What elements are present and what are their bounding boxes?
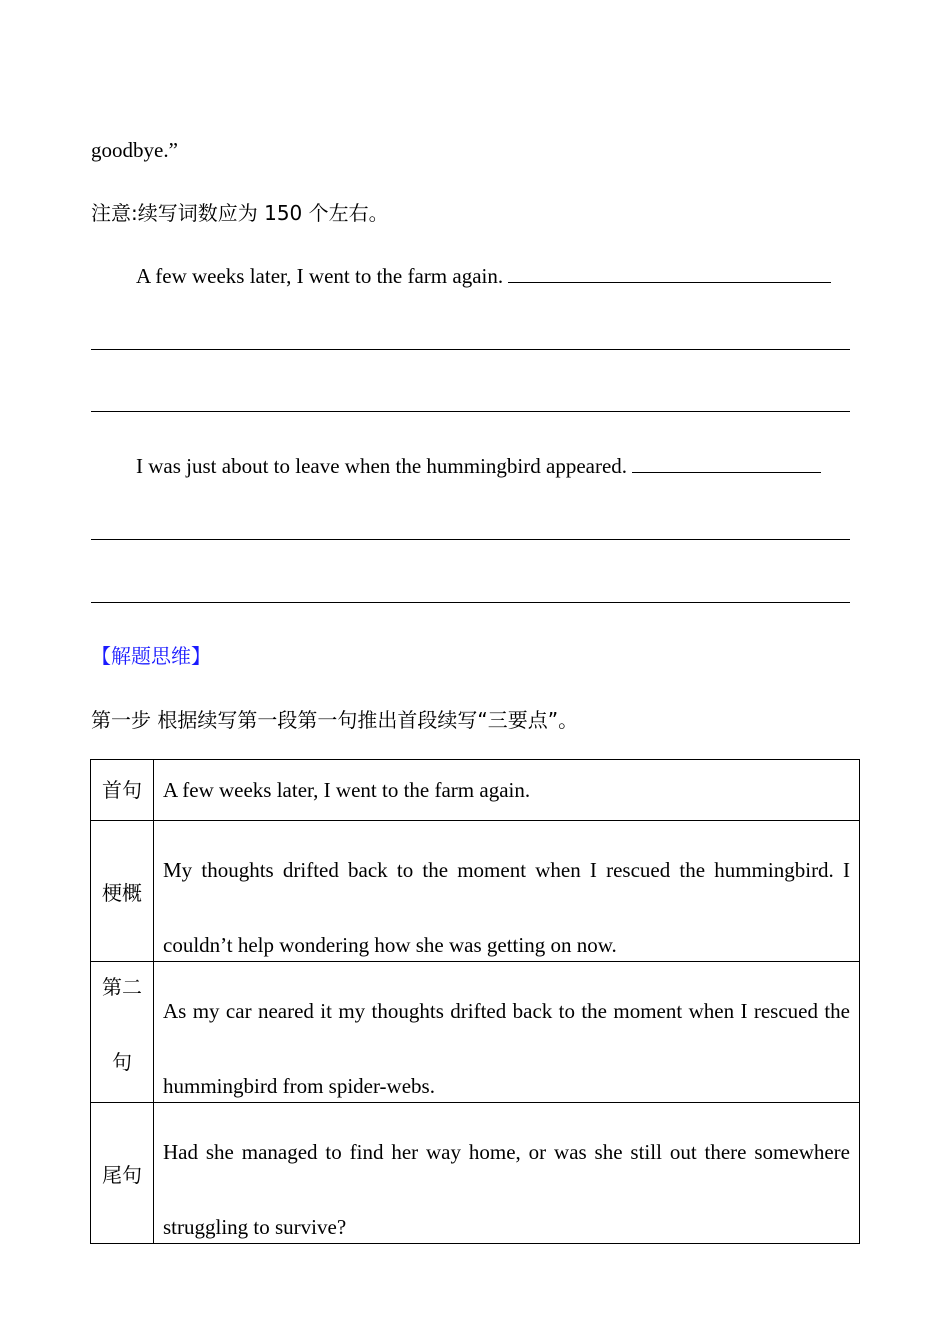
text-fragment: goodbye.” [91, 138, 178, 162]
table-row [91, 962, 860, 1103]
row-text: My thoughts drifted back to the moment when I rescued the hummingbird. I couldn’t help wondering how she was getting on now. [163, 858, 850, 957]
answer-line[interactable] [91, 539, 850, 540]
row-label: 梗概 [91, 821, 154, 962]
paragraph1-prompt-text: A few weeks later, I went to the farm again. [136, 264, 504, 288]
paragraph2-prompt-text: I was just about to leave when the hummingbird appeared. [136, 454, 628, 478]
row-content [154, 821, 860, 962]
row-content [154, 962, 860, 1103]
answer-line[interactable] [91, 411, 850, 412]
answer-line[interactable] [91, 602, 850, 603]
paragraph2-prompt [136, 452, 821, 480]
row-label-text: 第二句 [102, 975, 142, 1074]
row-text: A few weeks later, I went to the farm again. [163, 778, 531, 802]
paragraph1-prompt [136, 262, 831, 290]
answer-line[interactable] [91, 349, 850, 350]
row-text: As my car neared it my thoughts drifted back to the moment when I rescued the hummingbird from spider-webs. [163, 999, 850, 1098]
answer-blank[interactable] [508, 264, 831, 283]
word-count-note: 注意:续写词数应为 150 个左右。 [91, 201, 389, 225]
row-label [91, 962, 154, 1103]
row-content [154, 1103, 860, 1244]
table-row [91, 760, 860, 821]
answer-blank[interactable] [632, 454, 821, 473]
table-row [91, 1103, 860, 1244]
table-row [91, 821, 860, 962]
step-one-instruction: 第一步 根据续写第一段第一句推出首段续写“三要点”。 [91, 708, 579, 732]
section-heading: 【解题思维】 [91, 644, 211, 668]
row-text: Had she managed to find her way home, or was she still out there somewhere struggling to survive? [163, 1140, 850, 1239]
row-label: 首句 [91, 760, 154, 821]
row-label: 尾句 [91, 1103, 154, 1244]
row-content [154, 760, 860, 821]
analysis-table [90, 759, 860, 1244]
